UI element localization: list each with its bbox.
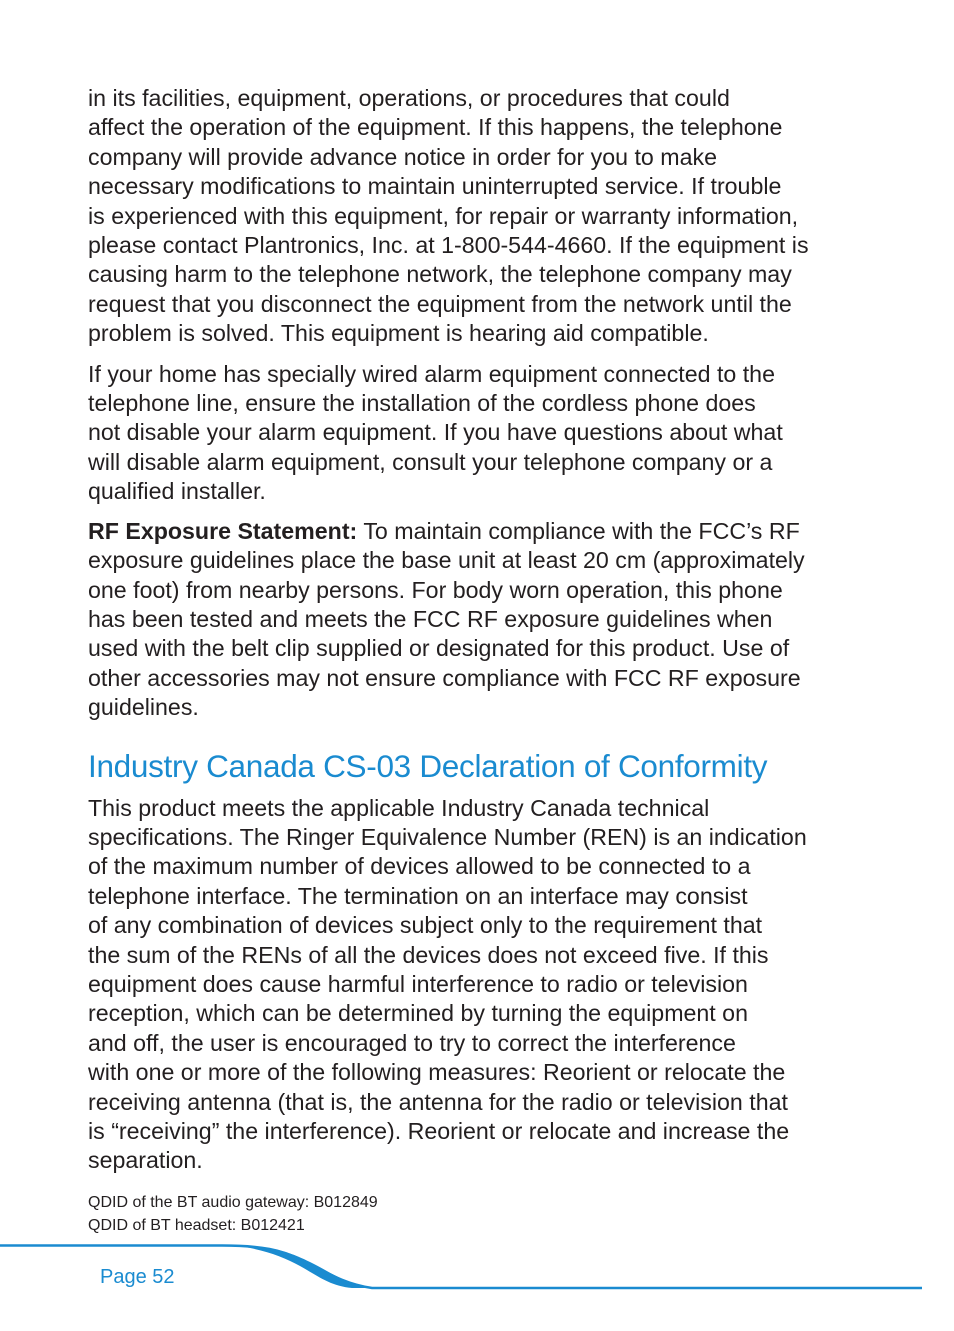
qdid-headset: QDID of BT headset: B012421 bbox=[88, 1217, 305, 1235]
page-number: Page 52 bbox=[100, 1266, 175, 1288]
body-paragraph-continued: in its facilities, equipment, operations, or procedures that could affect the operation of the equipment. If this happens, the telephone company will provide advance notice in order for you to make necessary modifications to maintain uninterrupted service. If trouble is experienced with this equipment, for repair or warranty information, please contact Plantronics, Inc. at 1-800-544-4660. If the equipment is causing harm to the telephone network, the telephone company may request that you disconnect the equipment from the network until the problem is solved. This equipment is hearing aid compatible. bbox=[88, 85, 809, 347]
body-paragraph-alarm: If your home has specially wired alarm equipment connected to the telephone line, ensure the installation of the cordless phone does not disable your alarm equipment. If you have questions about what will disable alarm equipment, consult your telephone company or a qualified installer. bbox=[88, 360, 783, 505]
rf-exposure-paragraph bbox=[88, 517, 868, 723]
section-paragraph: This product meets the applicable Industry Canada technical specifications. The Ringer Equivalence Number (REN) is an indication of the maximum number of devices allowed to be connected to a telephone interface. The termination on an interface may consist of any combination of devices subject only to the requirement that the sum of the RENs of all the devices does not exceed five. If this equipment does cause harmful interference to radio or television reception, which can be determined by turning the equipment on and off, the user is encouraged to try to correct the interference with one or more of the following measures: Reorient or relocate the receiving antenna (that is, the antenna for the radio or television that is “receiving” the interference). Reorient or relocate and increase the separation. bbox=[88, 794, 807, 1174]
rf-exposure-text: To maintain compliance with the FCC’s RF exposure guidelines place the base unit at least 20 cm (approximately one foot) from nearby persons. For body worn operation, this phone has been tested and meets the FCC RF exposure guidelines when used with the belt clip supplied or designated for this product. Use of other accessories may not ensure compliance with FCC RF exposure guidelines. bbox=[88, 517, 805, 721]
rf-exposure-label: RF Exposure Statement: bbox=[88, 517, 358, 544]
qdid-block bbox=[88, 1191, 868, 1238]
section-heading: Industry Canada CS-03 Declaration of Conformity bbox=[88, 747, 768, 784]
page-content bbox=[88, 84, 868, 1238]
qdid-audio-gateway: QDID of the BT audio gateway: B012849 bbox=[88, 1193, 378, 1211]
